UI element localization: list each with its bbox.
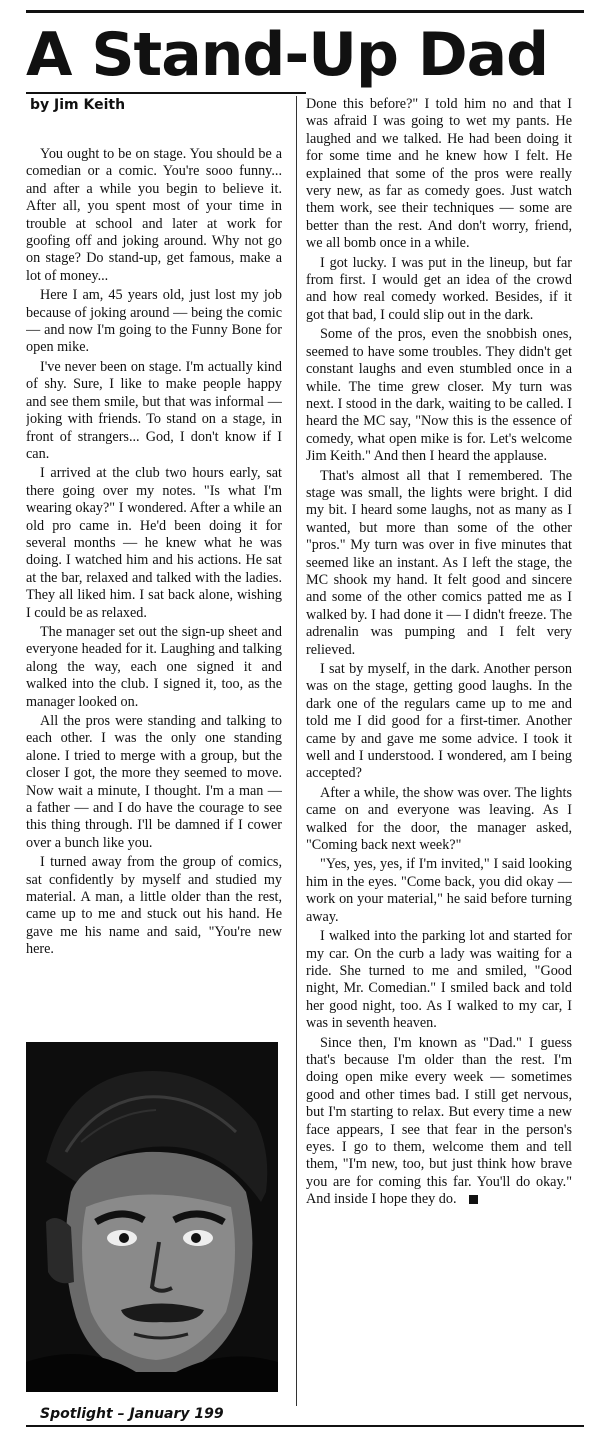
paragraph: That's almost all that I remembered. The stage was small, the lights were bright. I did my bit. I heard some laughs, not as many as I wanted, but more than some of the other "pros." My turn was over in five minutes that seemed like an instant. As I left the stage, the MC shook my hand. It felt good and sincere and some of the other comics patted me as I walked by. I had done it — I didn't freeze. The adrenalin was pumping and I felt very relieved. bbox=[306, 467, 572, 658]
paragraph: I turned away from the group of comics, sat confidently by myself and studied my material. A man, a little older than the rest, came up to me and stuck out his hand. He gave me his name and said, "You're new here. bbox=[26, 854, 282, 958]
paragraph: I've never been on stage. I'm actually kind of shy. Sure, I like to make people happy and see them smile, but that was informal — joking with friends. To stand on a stage, in front of strangers... God, I don't know if I can. bbox=[26, 358, 282, 462]
paragraph-continuation: Done this before?" I told him no and that I was afraid I was going to wet my pants. He laughed and we talked. He had been doing it for some time and he knew how I felt. He explained that some of the pros were really very new, as far as comedy goes. Just watch them work, see their techniques — some are better than the rest. And don't worry, friend, we all bomb once in a while. bbox=[306, 96, 572, 252]
byline-rule bbox=[26, 92, 306, 94]
paragraph: All the pros were standing and talking to each other. I was the only one standing alone. I tried to merge with a group, but the closer I got, the more they seemed to move. Now wait a minute, I thought. I'm a man — a father — and I do have the courage to see this thing through. I'll be damned if I cower over a bunch like you. bbox=[26, 713, 282, 851]
top-rule bbox=[26, 10, 584, 13]
author-portrait-image bbox=[26, 1042, 278, 1392]
bottom-rule bbox=[26, 1425, 584, 1427]
paragraph: I got lucky. I was put in the lineup, but far from first. I would get an idea of the crowd and how real comedy worked. Besides, if it got that bad, I could slip out in the dark. bbox=[306, 254, 572, 323]
paragraph: The manager set out the sign-up sheet and everyone headed for it. Laughing and talking along the way, each one signed it and walked into the club. I signed it, too, as the manager looked on. bbox=[26, 623, 282, 710]
paragraph: "Yes, yes, yes, if I'm invited," I said looking him in the eyes. "Come back, you did okay — work on your material," he said before turning away. bbox=[306, 856, 572, 925]
paragraph-final bbox=[306, 1035, 572, 1209]
paragraph: I arrived at the club two hours early, sat there going over my notes. "Is what I'm wearing okay?" I wondered. After a while an old pro came in. He'd been doing it for several months — he knew what he was doing. I watched him and his actions. He sat at the bar, relaxed and talked with the ladies. They all liked him. I sat back alone, wishing I could be as relaxed. bbox=[26, 465, 282, 621]
paragraph: Some of the pros, even the snobbish ones, seemed to have some troubles. They didn't get constant laughs and even stumbled once in a while. The time grew closer. My turn was next. I stood in the dark, waiting to be called. I heard the MC say, "Now this is the essence of comedy, what open mike is for. Let's welcome Jim Keith." And then I heard the applause. bbox=[306, 326, 572, 465]
paragraph: Here I am, 45 years old, just lost my job because of joking around — being the comic — and now I'm going to the Funny Bone for open mike. bbox=[26, 287, 282, 356]
publication-footer: Spotlight – January 199 bbox=[40, 1406, 224, 1422]
byline: by Jim Keith bbox=[30, 97, 126, 113]
end-mark-icon bbox=[469, 1195, 478, 1204]
paragraph: After a while, the show was over. The lights came on and everyone was leaving. As I walked for the door, the manager asked, "Coming back next week?" bbox=[306, 784, 572, 854]
article-title: A Stand-Up Dad bbox=[26, 20, 549, 90]
left-column bbox=[26, 146, 282, 1036]
right-column bbox=[306, 96, 572, 1416]
final-paragraph-text: Since then, I'm known as "Dad." I guess that's because I'm older than the rest. I'm doing open mike every week — sometimes good and other times bad. I still get nervous, but I'm starting to relax. But every time a new face appears, I see that fear in the person's eyes. I go to them, welcome them and tell them, "I'm new, too, but just think how brave you are for coming this far. You'll do okay." And inside I hope they do. bbox=[306, 1034, 572, 1208]
author-photo bbox=[26, 1042, 278, 1392]
column-divider bbox=[296, 96, 297, 1406]
paragraph: I sat by myself, in the dark. Another person was on the stage, getting good laughs. In the dark one of the regulars came up to me and told me I did good for a first-timer. Another came by and gave me some advice. I took it well and I understood. I wondered, am I being accepted? bbox=[306, 661, 572, 782]
paragraph: I walked into the parking lot and started for my car. On the curb a lady was waiting for a ride. She turned to me and smiled, "Good night, Mr. Comedian." I smiled back and told her good night, too. As I walked to my car, I was in seventh heaven. bbox=[306, 928, 572, 1032]
paragraph: You ought to be on stage. You should be a comedian or a comic. You're sooo funny... and after a while you begin to believe it. After all, you spent most of your time in trouble at school and later at work for goofing off and joking around. Why not go on stage? Do stand-up, get famous, make a lot of money... bbox=[26, 146, 282, 284]
